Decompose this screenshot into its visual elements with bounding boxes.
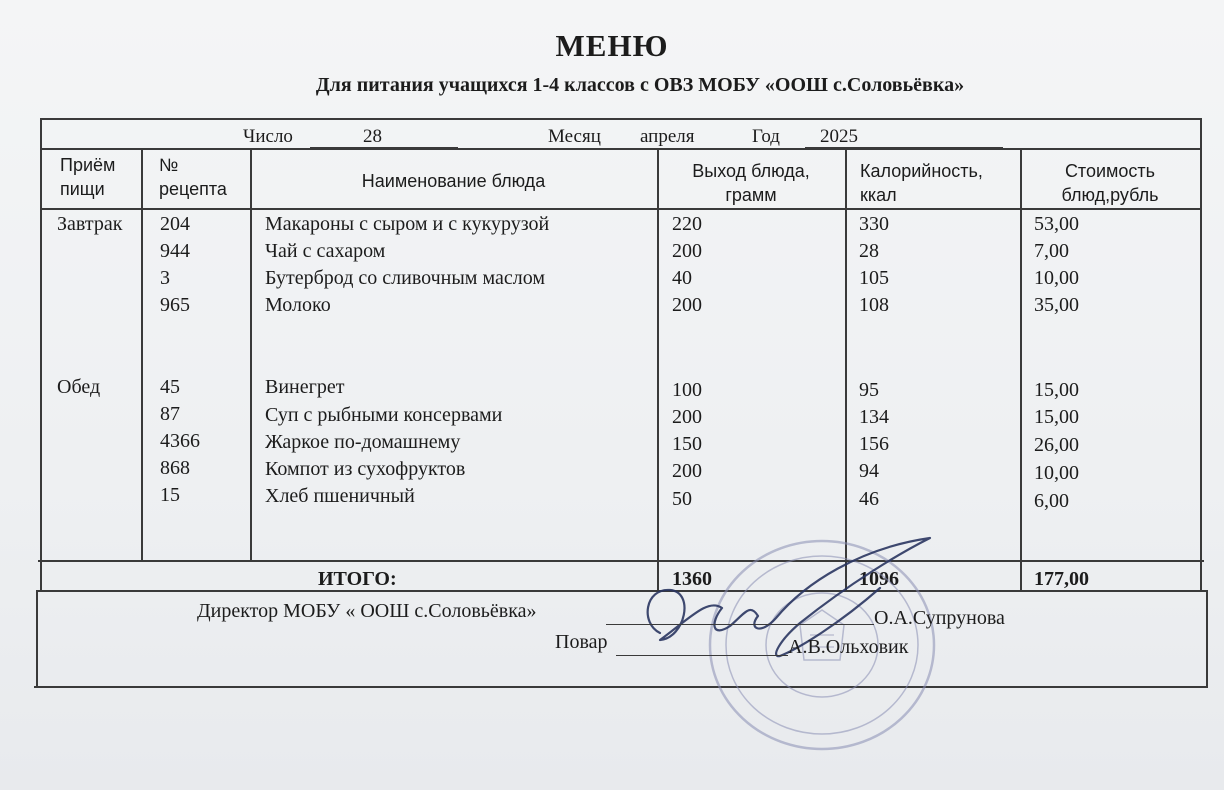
year-label: Год <box>752 126 780 147</box>
director-name: О.А.Супрунова <box>874 607 1005 629</box>
meal-name: Обед <box>57 376 101 398</box>
weight-cell: 200 <box>672 406 702 428</box>
weight-cell: 200 <box>672 294 702 316</box>
dish-cell: Молоко <box>265 294 331 316</box>
cost-cell: 15,00 <box>1034 379 1079 401</box>
document-title: МЕНЮ <box>555 28 669 63</box>
cook-label: Повар <box>555 631 608 653</box>
header-cost-line2: блюд,рубль <box>1061 185 1159 205</box>
calories-cell: 95 <box>859 379 879 401</box>
director-label: Директор МОБУ « ООШ с.Соловьёвка» <box>197 600 537 622</box>
calories-cell: 108 <box>859 294 889 316</box>
cost-cell: 10,00 <box>1034 462 1079 484</box>
weight-cell: 50 <box>672 488 692 510</box>
recipe-cell: 3 <box>160 267 170 289</box>
recipe-cell: 965 <box>160 294 190 316</box>
day-value: 28 <box>363 126 382 147</box>
cost-cell: 10,00 <box>1034 267 1079 289</box>
header-weight-line2: грамм <box>725 185 777 205</box>
dish-cell: Бутерброд со сливочным маслом <box>265 267 545 289</box>
weight-cell: 220 <box>672 213 702 235</box>
dish-cell: Суп с рыбными консервами <box>265 404 503 426</box>
recipe-cell: 944 <box>160 240 190 262</box>
header-meal-line2: пищи <box>60 179 105 199</box>
header-calories-line2: ккал <box>860 185 897 205</box>
header-cost-line1: Стоимость <box>1064 161 1156 181</box>
header-recipe-line1: № <box>159 155 179 175</box>
dish-cell: Компот из сухофруктов <box>265 458 466 480</box>
document-subtitle: Для питания учащихся 1-4 классов с ОВЗ МОБУ «ООШ с.Соловьёвка» <box>315 74 965 96</box>
month-value: апреля <box>640 126 695 147</box>
calories-cell: 330 <box>859 213 889 235</box>
header-meal-line1: Приём <box>60 155 116 175</box>
weight-cell: 150 <box>672 433 702 455</box>
dish-cell: Жаркое по-домашнему <box>265 431 461 453</box>
header-weight-line1: Выход блюда, <box>692 161 810 181</box>
recipe-cell: 45 <box>160 376 180 398</box>
totals-calories: 1096 <box>859 568 899 590</box>
cost-cell: 35,00 <box>1034 294 1079 316</box>
cost-cell: 53,00 <box>1034 213 1079 235</box>
dish-cell: Винегрет <box>265 376 345 398</box>
dish-cell: Чай с сахаром <box>265 240 386 262</box>
meal-name: Завтрак <box>57 213 123 235</box>
calories-cell: 46 <box>859 488 879 510</box>
recipe-cell: 204 <box>160 213 190 235</box>
calories-cell: 134 <box>859 406 889 428</box>
weight-cell: 200 <box>672 460 702 482</box>
cook-name: А.В.Ольховик <box>788 636 909 658</box>
recipe-cell: 868 <box>160 457 190 479</box>
weight-cell: 40 <box>672 267 692 289</box>
totals-cost: 177,00 <box>1034 568 1089 590</box>
day-label: Число <box>243 126 293 147</box>
dish-cell: Макароны с сыром и с кукурузой <box>265 213 550 235</box>
month-label: Месяц <box>548 126 601 147</box>
totals-label: ИТОГО: <box>318 568 397 590</box>
header-recipe-line2: рецепта <box>159 179 227 199</box>
cost-cell: 15,00 <box>1034 406 1079 428</box>
weight-cell: 100 <box>672 379 702 401</box>
cost-cell: 6,00 <box>1034 490 1069 512</box>
cost-cell: 7,00 <box>1034 240 1069 262</box>
dish-cell: Хлеб пшеничный <box>265 485 415 507</box>
calories-cell: 28 <box>859 240 879 262</box>
year-value: 2025 <box>820 126 858 147</box>
recipe-cell: 15 <box>160 484 180 506</box>
header-dish: Наименование блюда <box>361 171 546 191</box>
recipe-cell: 87 <box>160 403 180 425</box>
calories-cell: 105 <box>859 267 889 289</box>
totals-weight: 1360 <box>672 568 712 590</box>
cost-cell: 26,00 <box>1034 434 1079 456</box>
header-calories-line1: Калорийность, <box>860 161 983 181</box>
recipe-cell: 4366 <box>160 430 200 452</box>
calories-cell: 156 <box>859 433 889 455</box>
weight-cell: 200 <box>672 240 702 262</box>
calories-cell: 94 <box>859 460 879 482</box>
